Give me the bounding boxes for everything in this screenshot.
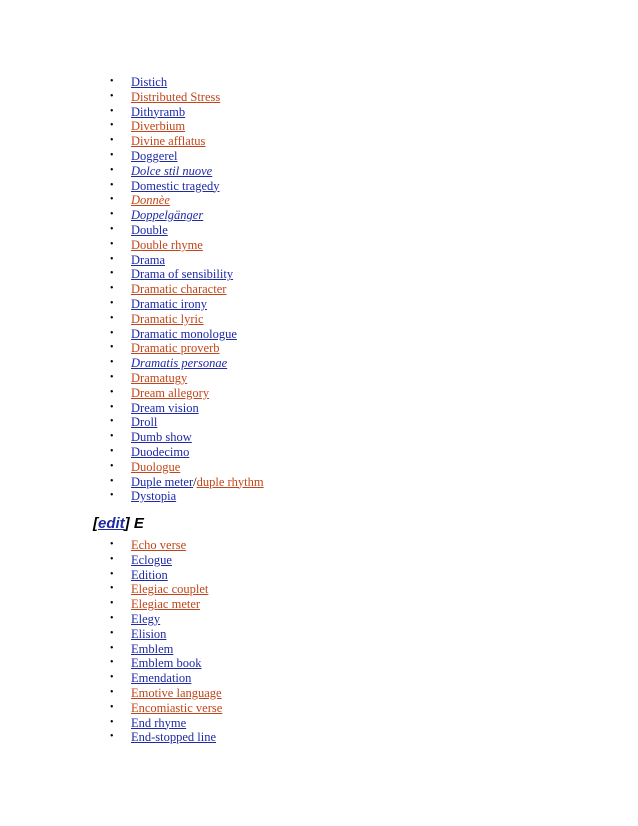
bullet-icon: • xyxy=(110,657,114,669)
bullet-icon: • xyxy=(110,327,114,339)
bullet-icon: • xyxy=(110,612,114,624)
bullet-icon: • xyxy=(110,342,114,354)
list-item xyxy=(110,401,264,416)
term-link[interactable]: Doppelgänger xyxy=(131,208,204,223)
term-link[interactable]: Doggerel xyxy=(131,148,178,163)
bullet-icon: • xyxy=(110,460,114,472)
bullet-icon: • xyxy=(110,583,114,595)
term-link[interactable]: Dream allegory xyxy=(131,385,210,400)
list-item xyxy=(110,489,264,504)
term-link[interactable]: Duologue xyxy=(131,459,181,474)
list-item xyxy=(110,223,264,238)
bullet-icon: • xyxy=(110,553,114,565)
bullet-icon: • xyxy=(110,490,114,502)
bullet-icon: • xyxy=(110,149,114,161)
bullet-icon: • xyxy=(110,568,114,580)
list-item xyxy=(110,341,264,356)
term-link[interactable]: Emendation xyxy=(131,671,192,686)
list-item xyxy=(110,267,264,282)
list-item xyxy=(110,179,264,194)
term-link[interactable]: Drama xyxy=(131,252,166,267)
term-list-d xyxy=(110,75,264,504)
bullet-icon: • xyxy=(110,209,114,221)
bullet-icon: • xyxy=(110,268,114,280)
bullet-icon: • xyxy=(110,357,114,369)
bullet-icon: • xyxy=(110,686,114,698)
term-link[interactable]: Emblem book xyxy=(131,656,202,671)
list-item xyxy=(110,460,264,475)
bullet-icon: • xyxy=(110,475,114,487)
term-link[interactable]: Edition xyxy=(131,567,168,582)
bullet-icon: • xyxy=(110,238,114,250)
bullet-icon: • xyxy=(110,627,114,639)
term-link[interactable]: Double rhyme xyxy=(131,237,203,252)
bullet-icon: • xyxy=(110,105,114,117)
term-link[interactable]: Dithyramb xyxy=(131,104,186,119)
term-link[interactable]: Double xyxy=(131,222,168,237)
list-item xyxy=(110,730,222,745)
list-item xyxy=(110,475,264,490)
bullet-icon: • xyxy=(110,416,114,428)
bullet-icon: • xyxy=(110,135,114,147)
list-item xyxy=(110,568,222,583)
bullet-icon: • xyxy=(110,445,114,457)
bullet-icon: • xyxy=(110,672,114,684)
term-link[interactable]: Distich xyxy=(131,75,168,89)
term-link[interactable]: Drama of sensibility xyxy=(131,267,234,282)
term-separator: / xyxy=(193,474,197,489)
term-link[interactable]: Duple meter xyxy=(131,474,194,489)
bullet-icon: • xyxy=(110,386,114,398)
term-link[interactable]: Echo verse xyxy=(131,538,187,552)
bullet-icon: • xyxy=(110,401,114,413)
list-item xyxy=(110,671,222,686)
list-item xyxy=(110,253,264,268)
term-link[interactable]: Donnèe xyxy=(131,193,170,208)
list-item xyxy=(110,445,264,460)
list-item xyxy=(110,149,264,164)
term-link[interactable]: Dramatic proverb xyxy=(131,341,220,356)
term-link[interactable]: Droll xyxy=(131,415,158,430)
bullet-icon: • xyxy=(110,194,114,206)
list-item xyxy=(110,553,222,568)
list-item xyxy=(110,90,264,105)
bullet-icon: • xyxy=(110,701,114,713)
list-item xyxy=(110,701,222,716)
bullet-icon: • xyxy=(110,598,114,610)
list-item xyxy=(110,371,264,386)
bullet-icon: • xyxy=(110,731,114,743)
term-link[interactable]: Dolce stil nuove xyxy=(131,163,213,178)
list-item xyxy=(110,75,264,90)
list-item xyxy=(110,597,222,612)
term-link[interactable]: duple rhythm xyxy=(196,474,264,489)
list-item xyxy=(110,538,222,553)
term-link[interactable]: Dream vision xyxy=(131,400,199,415)
list-item xyxy=(110,386,264,401)
list-item xyxy=(110,430,264,445)
list-item xyxy=(110,356,264,371)
term-link[interactable]: Encomiastic verse xyxy=(131,700,223,715)
term-link[interactable]: Dramatugy xyxy=(131,370,188,385)
edit-link[interactable]: edit xyxy=(98,515,125,532)
bullet-icon: • xyxy=(110,179,114,191)
edit-open-bracket: [ xyxy=(93,515,98,532)
bullet-icon: • xyxy=(110,223,114,235)
section-title: E xyxy=(133,515,144,532)
bullet-icon: • xyxy=(110,253,114,265)
term-link[interactable]: End-stopped line xyxy=(131,730,217,745)
list-item xyxy=(110,415,264,430)
list-item xyxy=(110,238,264,253)
list-item xyxy=(110,164,264,179)
list-item xyxy=(110,208,264,223)
term-list-e xyxy=(110,538,222,745)
list-item xyxy=(110,627,222,642)
bullet-icon: • xyxy=(110,297,114,309)
term-link[interactable]: Diverbium xyxy=(131,119,186,134)
list-item xyxy=(110,582,222,597)
term-link[interactable]: Divine afflatus xyxy=(131,134,206,149)
term-link[interactable]: Dramatic lyric xyxy=(131,311,204,326)
list-item xyxy=(110,612,222,627)
term-link[interactable]: Elision xyxy=(131,626,167,641)
term-link[interactable]: Elegy xyxy=(131,611,161,626)
bullet-icon: • xyxy=(110,539,114,550)
list-item xyxy=(110,282,264,297)
edit-close-bracket: ] xyxy=(124,515,130,532)
term-link[interactable]: Dystopia xyxy=(131,489,177,504)
bullet-icon: • xyxy=(110,716,114,728)
bullet-icon: • xyxy=(110,76,114,87)
list-item xyxy=(110,656,222,671)
term-link[interactable]: End rhyme xyxy=(131,715,187,730)
bullet-icon: • xyxy=(110,164,114,176)
bullet-icon: • xyxy=(110,90,114,102)
bullet-icon: • xyxy=(110,120,114,132)
term-link[interactable]: Dumb show xyxy=(131,430,192,445)
list-item xyxy=(110,134,264,149)
term-link[interactable]: Dramatic irony xyxy=(131,296,208,311)
term-link[interactable]: Dramatis personae xyxy=(131,356,228,371)
term-link[interactable]: Dramatic monologue xyxy=(131,326,237,341)
bullet-icon: • xyxy=(110,371,114,383)
section-heading-e xyxy=(93,515,144,533)
bullet-icon: • xyxy=(110,431,114,443)
term-link[interactable]: Domestic tragedy xyxy=(131,178,220,193)
term-link[interactable]: Distributed Stress xyxy=(131,89,221,104)
list-item xyxy=(110,312,264,327)
list-item xyxy=(110,327,264,342)
bullet-icon: • xyxy=(110,642,114,654)
list-item xyxy=(110,119,264,134)
term-link[interactable]: Eclogue xyxy=(131,552,172,567)
list-item xyxy=(110,193,264,208)
list-item xyxy=(110,716,222,731)
term-link[interactable]: Duodecimo xyxy=(131,444,190,459)
term-link[interactable]: Emblem xyxy=(131,641,174,656)
list-item xyxy=(110,105,264,120)
bullet-icon: • xyxy=(110,283,114,295)
list-item xyxy=(110,686,222,701)
term-link[interactable]: Dramatic character xyxy=(131,282,227,297)
term-link[interactable]: Elegiac couplet xyxy=(131,582,209,597)
list-item xyxy=(110,297,264,312)
bullet-icon: • xyxy=(110,312,114,324)
term-link[interactable]: Elegiac meter xyxy=(131,597,201,612)
list-item xyxy=(110,642,222,657)
term-link[interactable]: Emotive language xyxy=(131,685,222,700)
